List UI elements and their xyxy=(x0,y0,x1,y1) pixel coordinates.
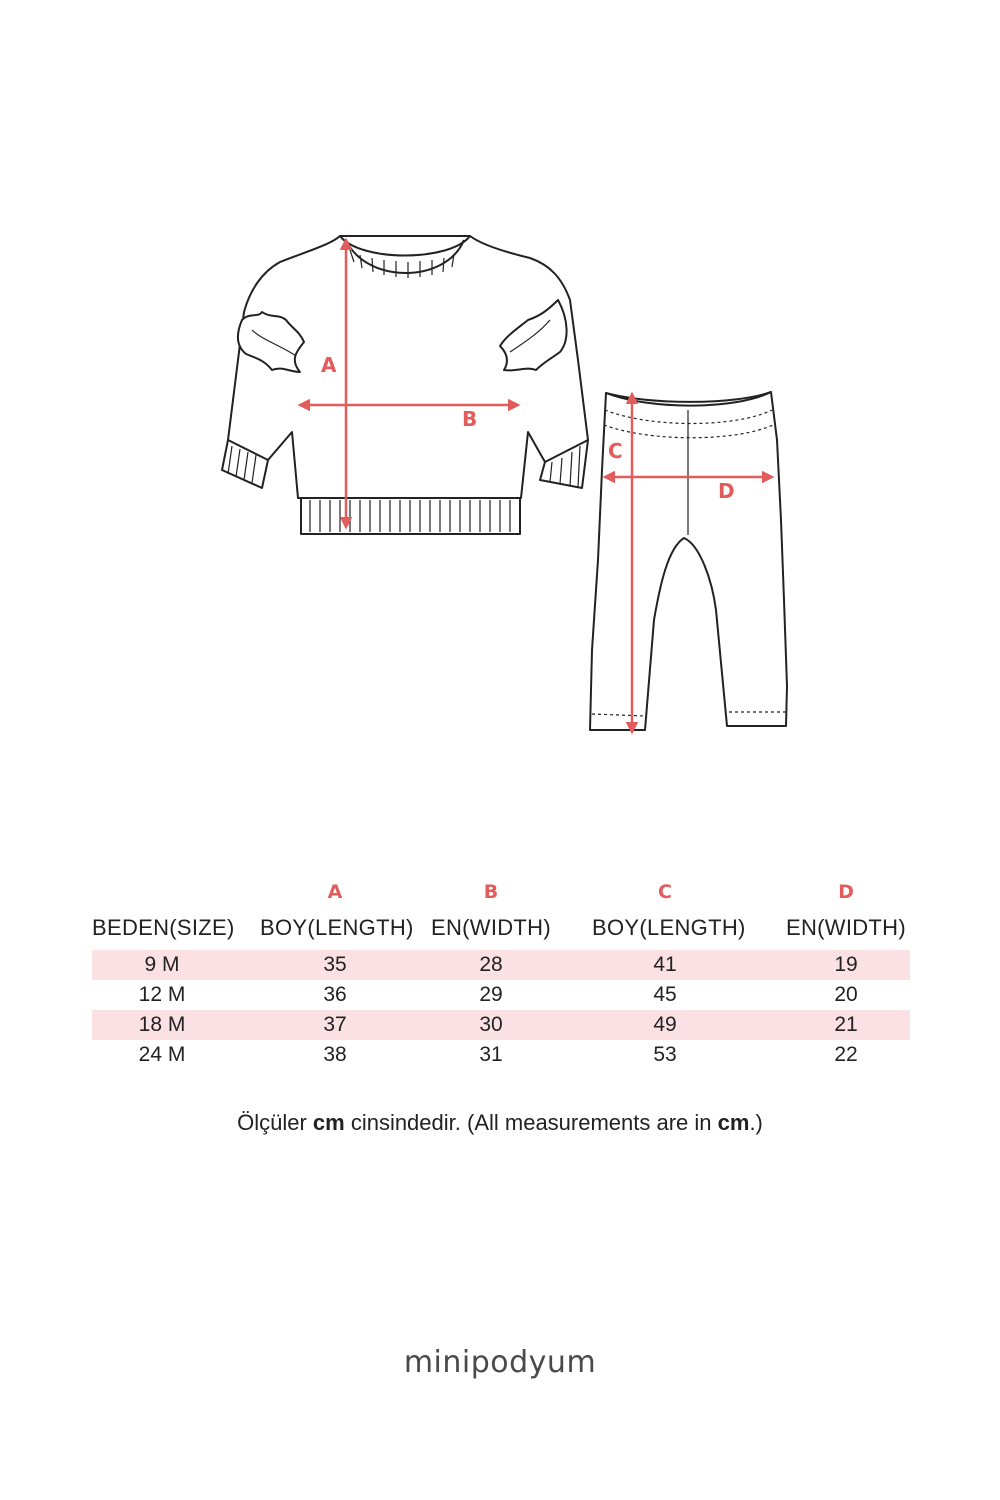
note-unit-1: cm xyxy=(312,1110,345,1135)
note-text-2: cinsindedir. (All measurements are in xyxy=(344,1110,718,1135)
measurement-unit-note xyxy=(0,1110,1000,1136)
value-a-cell: 38 xyxy=(323,1043,347,1066)
table-row xyxy=(92,1010,910,1040)
mark-a-label: A xyxy=(321,353,337,377)
value-b-cell: 28 xyxy=(479,953,503,976)
value-c-cell: 45 xyxy=(653,983,677,1006)
value-a-cell: 36 xyxy=(323,983,347,1006)
table-row xyxy=(92,950,910,980)
value-c-cell: 41 xyxy=(653,953,677,976)
size-chart-table xyxy=(92,878,910,1070)
value-c-cell: 53 xyxy=(653,1043,677,1066)
letter-c: C xyxy=(658,881,672,903)
table-row xyxy=(92,980,910,1010)
value-b-cell: 31 xyxy=(479,1043,503,1066)
letter-a: A xyxy=(327,881,343,903)
size-cell: 18 M xyxy=(138,1013,186,1036)
header-top-width: EN(WIDTH) xyxy=(430,915,551,940)
note-text-3: .) xyxy=(749,1110,763,1135)
mark-b-label: B xyxy=(462,407,478,431)
sweatshirt-sketch xyxy=(222,236,588,534)
header-bottom-width: EN(WIDTH) xyxy=(785,915,906,940)
value-a-cell: 35 xyxy=(323,953,347,976)
size-cell: 24 M xyxy=(138,1043,186,1066)
letter-b: B xyxy=(483,881,499,903)
measure-letter-row xyxy=(92,878,910,906)
size-cell: 12 M xyxy=(138,983,186,1006)
value-c-cell: 49 xyxy=(653,1013,677,1036)
letter-d: D xyxy=(838,881,854,903)
mark-d-label: D xyxy=(718,479,735,503)
header-size: BEDEN(SIZE) xyxy=(92,915,235,940)
note-unit-2: cm xyxy=(717,1110,750,1135)
note-text-1: Ölçüler xyxy=(237,1110,313,1135)
value-d-cell: 19 xyxy=(834,953,858,976)
value-b-cell: 30 xyxy=(479,1013,503,1036)
table-row xyxy=(92,1040,910,1070)
brand-logo: minipodyum xyxy=(403,1345,597,1380)
header-bottom-length: BOY(LENGTH) xyxy=(592,915,746,940)
header-top-length: BOY(LENGTH) xyxy=(260,915,414,940)
value-d-cell: 21 xyxy=(834,1013,858,1036)
value-d-cell: 20 xyxy=(834,983,858,1006)
size-cell: 9 M xyxy=(144,953,180,976)
mark-c-label: C xyxy=(608,439,623,463)
table-header-row xyxy=(92,906,910,950)
value-b-cell: 29 xyxy=(479,983,503,1006)
value-d-cell: 22 xyxy=(834,1043,858,1066)
value-a-cell: 37 xyxy=(323,1013,347,1036)
